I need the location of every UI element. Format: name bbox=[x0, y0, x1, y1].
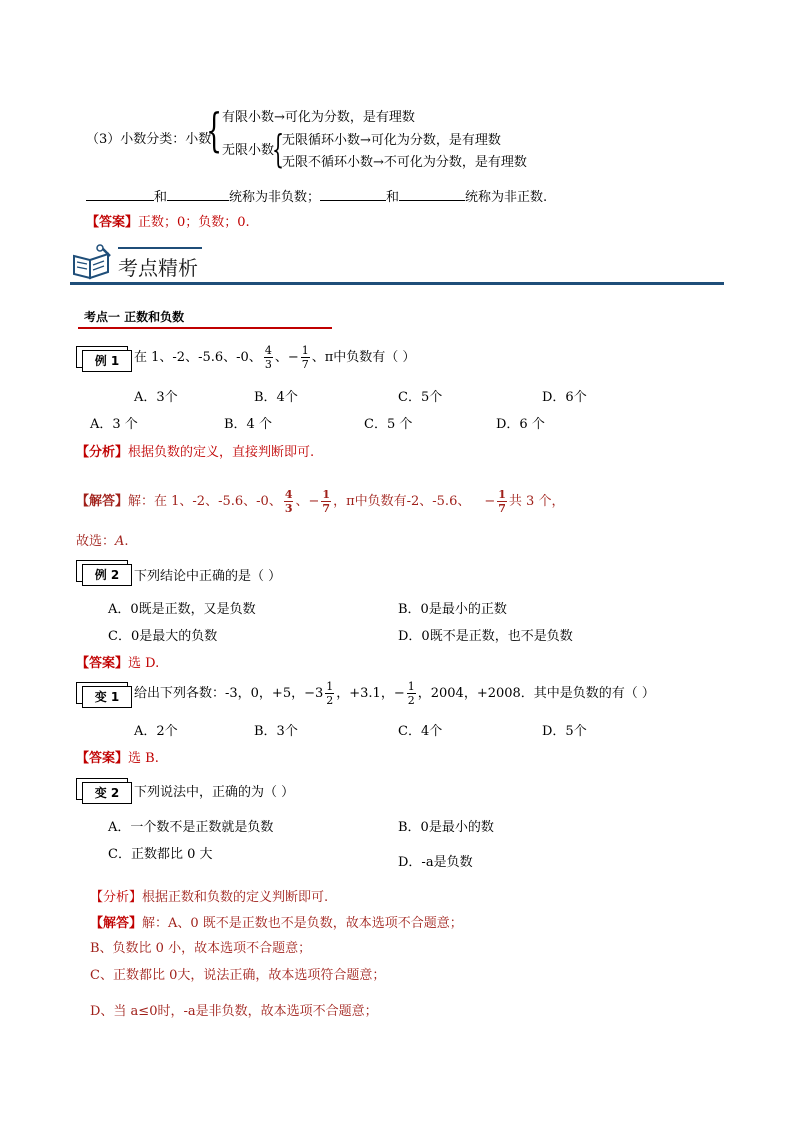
ex2-label-box bbox=[76, 560, 128, 582]
solution-tag: 【解答】 bbox=[76, 494, 129, 509]
var2-solution-c: C、正数都比 0大，说法正确，故本选项符合题意； bbox=[90, 968, 386, 983]
q-mid: ，+3.1，− bbox=[336, 686, 405, 701]
ex1-option-b: B．4个 bbox=[254, 390, 298, 405]
var2-analysis bbox=[90, 886, 328, 905]
frac-num: 1 bbox=[322, 488, 331, 501]
var2-option-d: D．-a是负数 bbox=[398, 855, 473, 870]
var1-option-c: C．4个 bbox=[398, 724, 443, 739]
analysis-tag: 【分析】 bbox=[90, 890, 143, 905]
ex2-question: 下列结论中正确的是（ ） bbox=[134, 569, 282, 584]
var1-frac-2 bbox=[407, 680, 416, 707]
var2-solution-d: D、当 a≤0时，-a是非负数，故本选项不合题意； bbox=[90, 1004, 378, 1019]
frac-num: 1 bbox=[498, 488, 506, 501]
ex2-option-d: D．0既不是正数，也不是负数 bbox=[398, 629, 573, 644]
analysis-tag: 【分析】 bbox=[76, 445, 129, 460]
section-top-rule bbox=[118, 247, 202, 249]
var1-answer bbox=[76, 747, 159, 766]
topic-rule bbox=[78, 327, 332, 329]
analysis-text: 根据负数的定义，直接判断即可. bbox=[128, 445, 315, 460]
blank-2[interactable] bbox=[167, 188, 229, 201]
ex1-label: 例 1 bbox=[82, 350, 132, 372]
and-text: 和 bbox=[154, 190, 168, 205]
answer-text: 选 D. bbox=[128, 656, 160, 671]
inner-brace: { bbox=[272, 127, 285, 171]
section-rule bbox=[70, 282, 724, 285]
frac-num: 1 bbox=[326, 680, 334, 693]
section-title: 考点精析 bbox=[118, 256, 198, 280]
solution-pre: 解：在 1、-2、-5.6、-0、 bbox=[128, 494, 282, 509]
ex1-question bbox=[134, 343, 415, 373]
solution-mid: ，π中负数有-2、-5.6、 bbox=[333, 494, 471, 509]
ex1-analysis bbox=[76, 441, 314, 460]
ex2-option-c: C．0是最大的负数 bbox=[108, 629, 218, 644]
ex2-answer bbox=[76, 652, 159, 671]
ex2-option-a: A．0既是正数，又是负数 bbox=[108, 602, 256, 617]
var2-solution-b: B、负数比 0 小，故本选项不合题意； bbox=[90, 941, 312, 956]
var2-solution-a bbox=[90, 912, 463, 931]
var2-option-b: B．0是最小的数 bbox=[398, 820, 494, 835]
frac-den: 7 bbox=[322, 502, 331, 515]
var2-question: 下列说法中，正确的为（ ） bbox=[134, 785, 295, 800]
minus: − bbox=[484, 494, 496, 509]
and-text-2: 和 bbox=[386, 190, 400, 205]
frac-den: 3 bbox=[284, 502, 293, 515]
var2-option-a: A．一个数不是正数就是负数 bbox=[108, 820, 274, 835]
blank-4[interactable] bbox=[399, 188, 465, 201]
frac-den: 2 bbox=[326, 694, 334, 707]
ex2-label: 例 2 bbox=[82, 564, 132, 586]
frac-num: 1 bbox=[407, 680, 415, 693]
var1-option-b: B．3个 bbox=[254, 724, 298, 739]
ex1-option2-b: B．4 个 bbox=[224, 417, 272, 432]
sol-frac-4-3 bbox=[284, 488, 294, 515]
var1-option-d: D．5个 bbox=[542, 724, 587, 739]
ex2-option-b: B．0是最小的正数 bbox=[398, 602, 507, 617]
frac-num: 4 bbox=[284, 488, 293, 501]
sol-frac-1-7 bbox=[321, 488, 331, 515]
var1-label: 变 1 bbox=[82, 686, 132, 708]
frac-den: 7 bbox=[498, 502, 506, 515]
sol-frac-1-7b bbox=[497, 488, 507, 515]
frac-den: 7 bbox=[301, 358, 309, 371]
choose-answer: A bbox=[115, 534, 125, 549]
decimal-class-prefix: （3）小数分类：小数 bbox=[86, 132, 212, 147]
ex1-label-box bbox=[76, 346, 128, 368]
book-icon bbox=[70, 244, 114, 280]
var1-label-box bbox=[76, 682, 128, 704]
solution-tag: 【解答】 bbox=[90, 916, 143, 931]
minus: − bbox=[308, 494, 320, 509]
ex1-q-pre: 在 1、-2、-5.6、-0、 bbox=[134, 350, 262, 365]
answer-text: 正数；0；负数；0. bbox=[138, 215, 250, 230]
outer-brace: { bbox=[206, 103, 223, 157]
sep: 、 bbox=[295, 494, 309, 509]
frac-den: 3 bbox=[264, 358, 272, 371]
choose-end: . bbox=[124, 534, 129, 549]
var2-label: 变 2 bbox=[82, 782, 132, 804]
frac-num: 4 bbox=[264, 344, 272, 357]
answer-1 bbox=[86, 211, 250, 230]
q-pre: 给出下列各数：-3，0，+5，−3 bbox=[134, 686, 324, 701]
ex1-option-c: C．5个 bbox=[398, 390, 443, 405]
decimal-finite: 有限小数→可化为分数，是有理数 bbox=[222, 110, 415, 125]
answer-tag: 【答案】 bbox=[86, 215, 139, 230]
frac-den: 2 bbox=[407, 694, 415, 707]
ex1-q-post: 、π中负数有（ ） bbox=[311, 350, 416, 365]
nonpos-text: 统称为非正数. bbox=[465, 190, 548, 205]
frac-num: 1 bbox=[301, 344, 309, 357]
blank-1[interactable] bbox=[86, 188, 154, 201]
sep: 、 bbox=[274, 350, 288, 365]
var1-question bbox=[134, 678, 655, 710]
ex1-frac-1-7 bbox=[301, 344, 310, 371]
solution-a: 解：A、0 既不是正数也不是负数，故本选项不合题意； bbox=[142, 916, 463, 931]
ex1-option2-a: A．3 个 bbox=[90, 417, 138, 432]
var1-frac-1 bbox=[325, 680, 334, 707]
minus: − bbox=[287, 350, 299, 365]
ex1-option-a: A．3个 bbox=[134, 390, 178, 405]
decimal-nonrepeating: 无限不循环小数→不可化为分数，是有理数 bbox=[282, 155, 527, 170]
answer-text: 选 B. bbox=[128, 751, 159, 766]
ex1-option-d: D．6个 bbox=[542, 390, 587, 405]
ex1-frac-4-3 bbox=[264, 344, 273, 371]
decimal-repeating: 无限循环小数→可化为分数，是有理数 bbox=[282, 133, 501, 148]
topic-title: 考点一 正数和负数 bbox=[84, 310, 185, 324]
choose-text: 故选： bbox=[76, 534, 116, 549]
answer-tag: 【答案】 bbox=[76, 656, 129, 671]
nonneg-text: 统称为非负数； bbox=[229, 190, 321, 205]
ex1-solution bbox=[76, 480, 564, 524]
analysis-text: 根据正数和负数的定义判断即可. bbox=[142, 890, 329, 905]
ex1-option2-d: D．6 个 bbox=[496, 417, 545, 432]
ex1-option2-c: C．5 个 bbox=[364, 417, 413, 432]
solution-post: 共 3 个， bbox=[508, 494, 565, 509]
fill-blank-line bbox=[86, 186, 547, 205]
var1-option-a: A．2个 bbox=[134, 724, 178, 739]
var2-label-box bbox=[76, 778, 128, 800]
ex1-choose bbox=[76, 530, 129, 549]
blank-3[interactable] bbox=[320, 188, 386, 201]
answer-tag: 【答案】 bbox=[76, 751, 129, 766]
q-post: ，2004，+2008．其中是负数的有（ ） bbox=[417, 686, 655, 701]
decimal-infinite: 无限小数 bbox=[222, 143, 275, 158]
var2-option-c: C．正数都比 0 大 bbox=[108, 847, 213, 862]
